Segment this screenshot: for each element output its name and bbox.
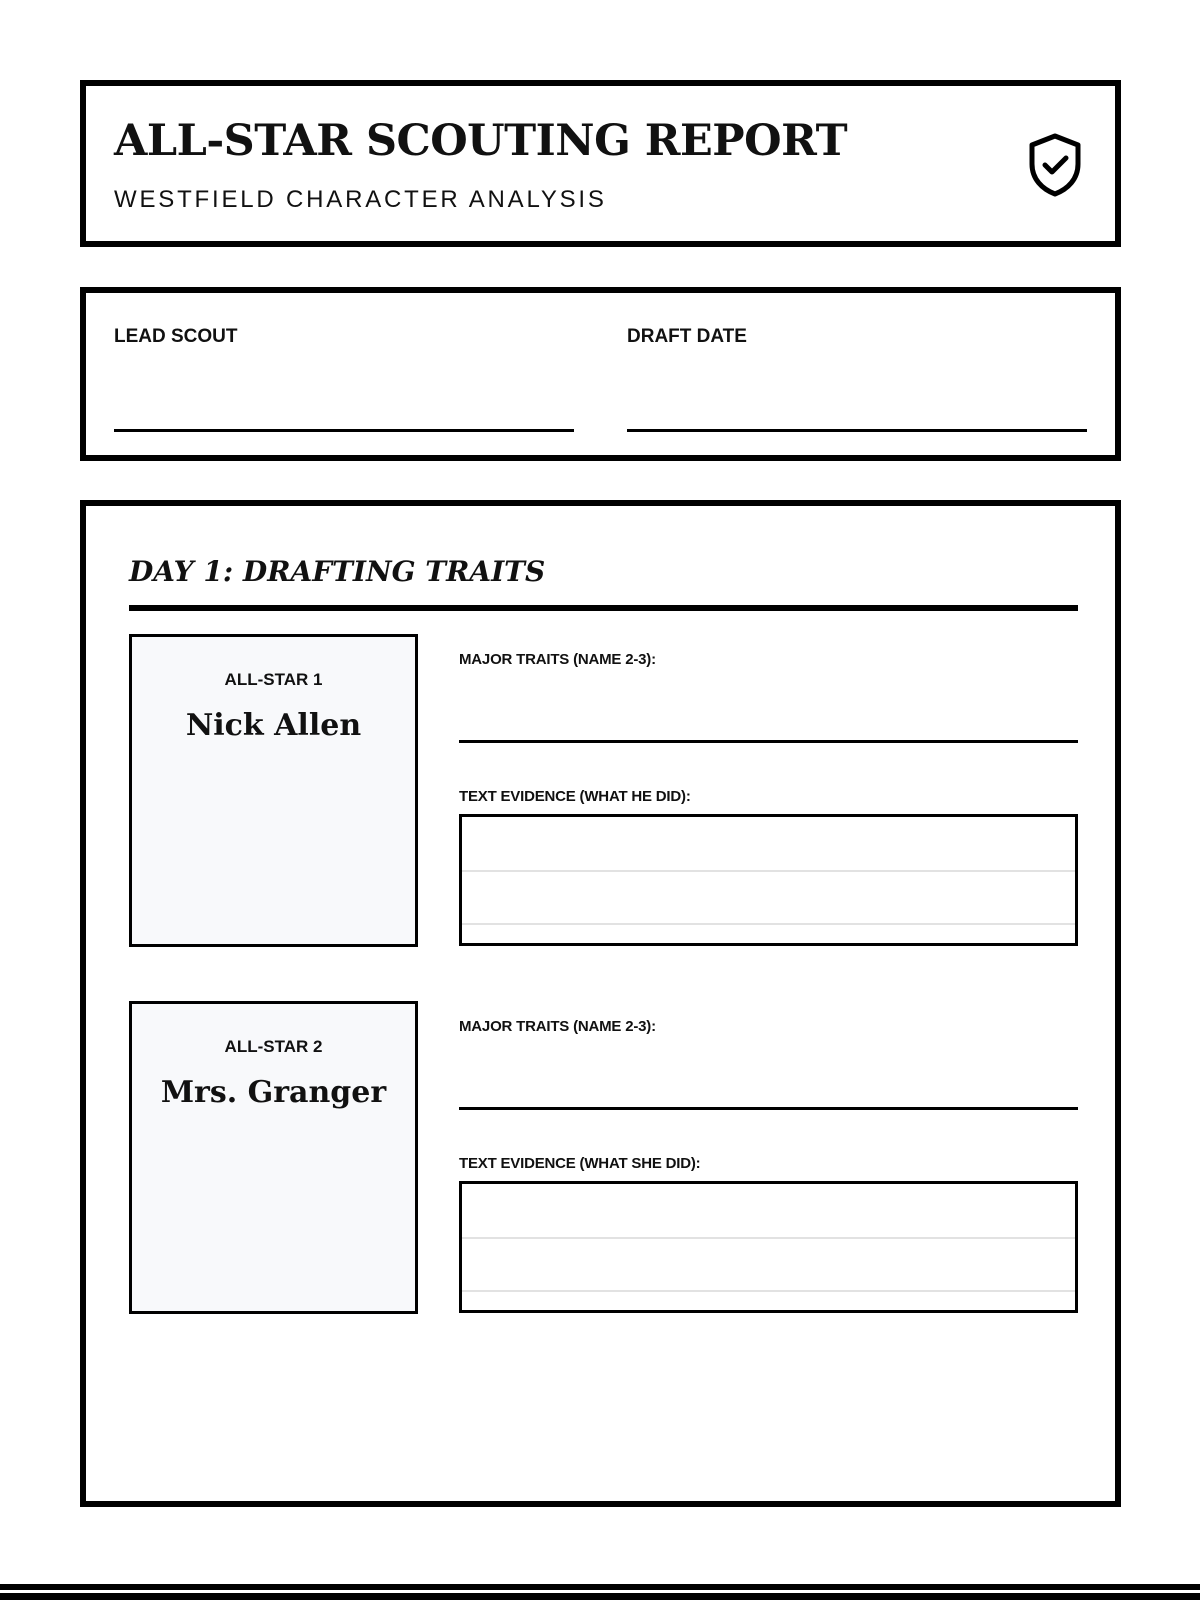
draft-date-field[interactable] bbox=[627, 429, 1087, 432]
shield-check-icon bbox=[1026, 132, 1084, 198]
allstar-name: Mrs. Granger bbox=[160, 1075, 387, 1110]
evidence-label-1: TEXT EVIDENCE (WHAT HE DID): bbox=[459, 788, 691, 805]
drafting-traits-section bbox=[80, 500, 1121, 1507]
allstar-label: ALL-STAR 1 bbox=[224, 670, 323, 689]
footer-rule bbox=[0, 1584, 1200, 1590]
traits-field-2[interactable] bbox=[459, 1107, 1078, 1110]
evidence-label-2: TEXT EVIDENCE (WHAT SHE DID): bbox=[459, 1155, 701, 1172]
writing-line bbox=[462, 923, 1075, 925]
scout-info-panel bbox=[80, 287, 1121, 461]
allstar-name: Nick Allen bbox=[185, 708, 362, 743]
allstar-label: ALL-STAR 2 bbox=[224, 1037, 323, 1056]
lead-scout-label: LEAD SCOUT bbox=[114, 326, 238, 347]
footer-rule bbox=[0, 1593, 1200, 1600]
section-title: DAY 1: DRAFTING TRAITS bbox=[129, 555, 546, 588]
allstar-card-1 bbox=[129, 634, 418, 947]
report-title: ALL-STAR SCOUTING REPORT bbox=[114, 116, 848, 166]
writing-line bbox=[462, 1290, 1075, 1292]
writing-line bbox=[462, 870, 1075, 872]
traits-label-2: MAJOR TRAITS (NAME 2-3): bbox=[459, 1018, 656, 1035]
allstar-card-2 bbox=[129, 1001, 418, 1314]
section-divider bbox=[129, 605, 1078, 611]
evidence-field-1[interactable] bbox=[459, 814, 1078, 946]
report-subtitle: WESTFIELD CHARACTER ANALYSIS bbox=[114, 186, 607, 213]
report-header bbox=[80, 80, 1121, 247]
evidence-field-2[interactable] bbox=[459, 1181, 1078, 1313]
writing-line bbox=[462, 1237, 1075, 1239]
draft-date-label: DRAFT DATE bbox=[627, 326, 747, 347]
lead-scout-field[interactable] bbox=[114, 429, 574, 432]
traits-label-1: MAJOR TRAITS (NAME 2-3): bbox=[459, 651, 656, 668]
traits-field-1[interactable] bbox=[459, 740, 1078, 743]
